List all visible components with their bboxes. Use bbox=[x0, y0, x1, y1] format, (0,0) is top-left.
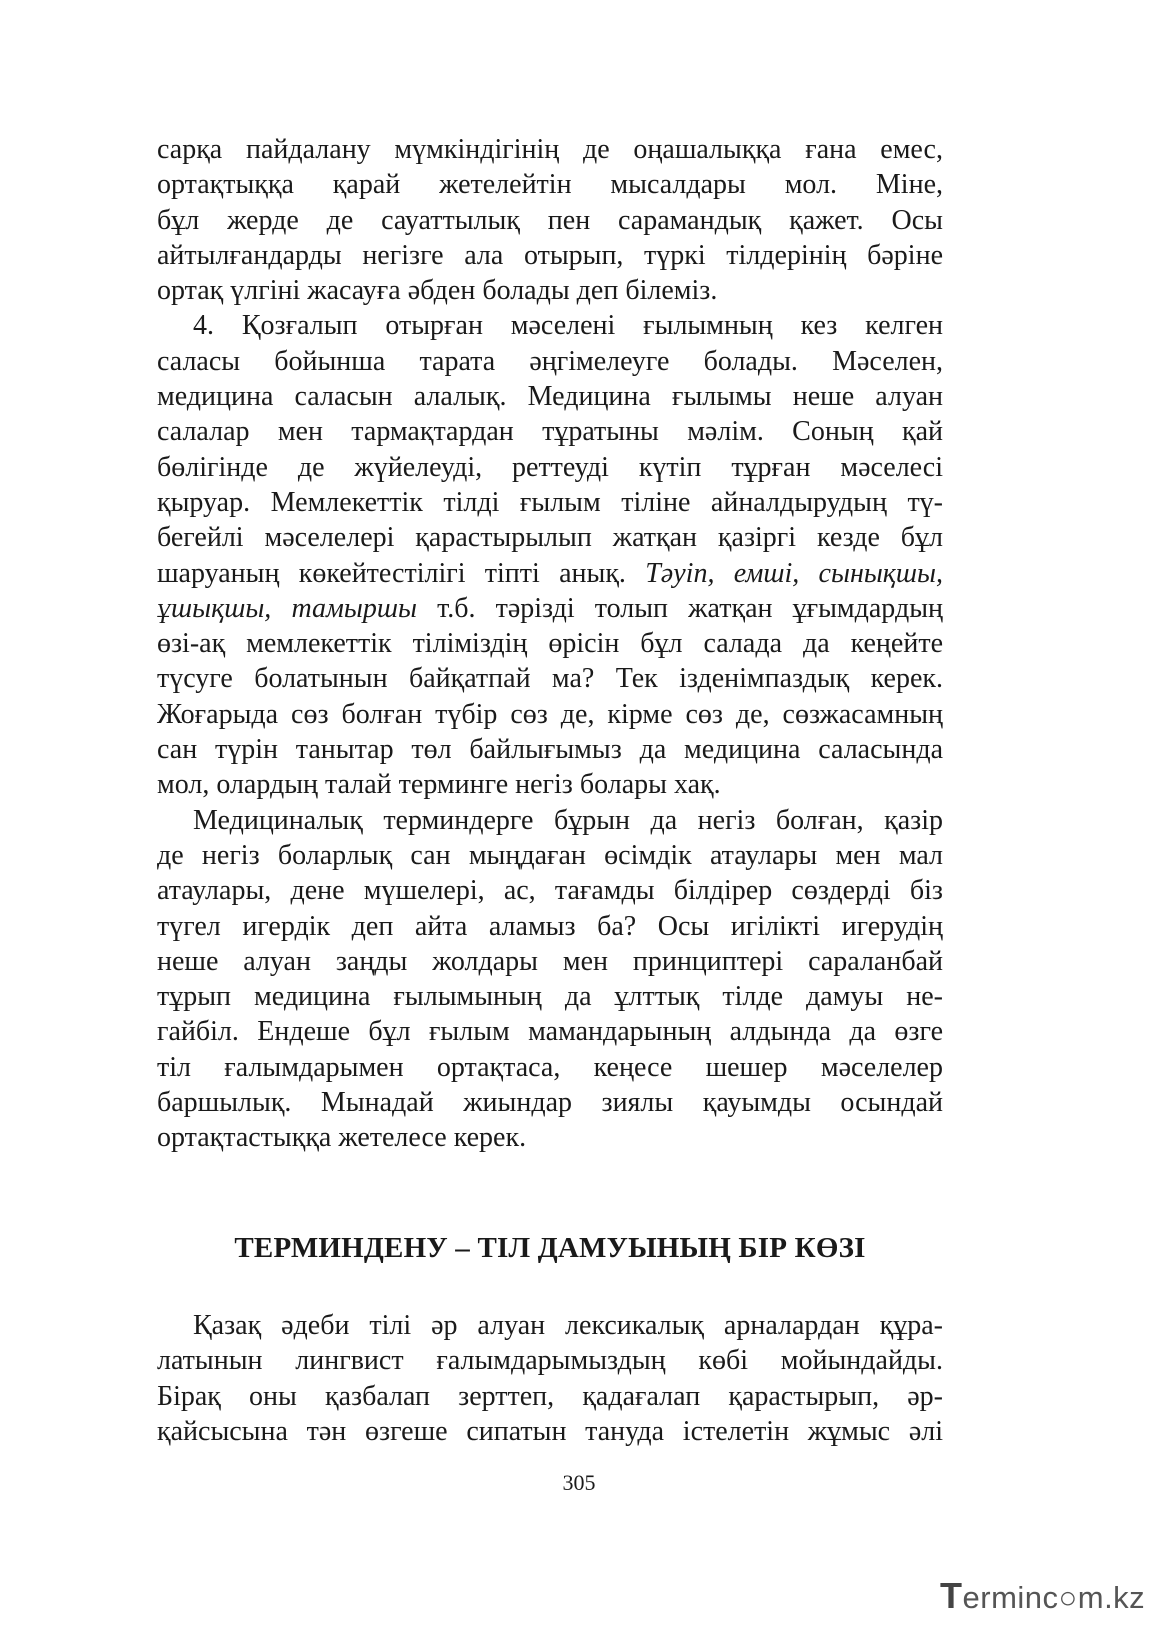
text-line: қыруар. Мемлекеттік тілді ғылым тіліне айналдырудың тү- bbox=[157, 486, 943, 518]
text-line: қайсысына тән өзгеше сипатын тануда істелетін жұмыс әлі bbox=[157, 1415, 943, 1447]
paragraph bbox=[157, 132, 943, 308]
text-line: медицина саласын алалық. Медицина ғылымы неше алуан bbox=[157, 381, 943, 413]
section2-paragraph bbox=[157, 1308, 943, 1449]
text-line: бөлігінде де жүйелеуді, реттеуді күтіп тұрған мәселесі bbox=[157, 451, 943, 483]
text-line: Жоғарыда сөз болған түбір сөз де, кірме сөз де, сөзжасамның bbox=[157, 698, 943, 730]
text-line: түгел игердік деп айта аламыз ба? Осы игілікті игерудің bbox=[157, 910, 943, 942]
text-line: өзі-ақ мемлекеттік тіліміздің өрісін бұл салада да кеңейте bbox=[157, 628, 943, 660]
text-line: латынын лингвист ғалымдарымыздың көбі мойындайды. bbox=[157, 1345, 943, 1377]
text-line: түсуге болатынын байқатпай ма? Тек ізденімпаздық керек. bbox=[157, 663, 943, 695]
text-line: ортақтастыққа жетелесе керек. bbox=[157, 1122, 527, 1154]
italic-terms: ұшықшы, тамыршы bbox=[157, 592, 417, 624]
paragraph bbox=[157, 803, 943, 1156]
text-line: мол, олардың талай терминге негіз болары хақ. bbox=[157, 769, 721, 801]
site-watermark bbox=[940, 1575, 1145, 1617]
text-line: баршылық. Мынадай жиындар зиялы қауымды осындай bbox=[157, 1087, 943, 1119]
text-line: шаруаның көкейтестілігі тіпті анық. Тәуіп, емші, сынықшы, bbox=[157, 557, 943, 589]
text-line: саласы бойынша тарата әңгімелеуге болады. Мәселен, bbox=[157, 345, 943, 377]
page-body bbox=[157, 132, 943, 1447]
text-line: Бірақ оны қазбалап зерттеп, қадағалап қарастырып, әр- bbox=[157, 1380, 943, 1412]
text-line: айтылғандарды негізге ала отырып, түркі тілдерінің бәріне bbox=[157, 239, 943, 271]
text-line: ұшықшы, тамыршы т.б. тәрізді толып жатқан ұғымдардың bbox=[157, 592, 943, 624]
text-line: тіл ғалымдарымен ортақтаса, кеңесе шешер мәселелер bbox=[157, 1051, 943, 1083]
text-line: бұл жерде де сауаттылық пен сарамандық қажет. Осы bbox=[157, 204, 943, 236]
text-line: сарқа пайдалану мүмкіндігінің де оңашалыққа ғана емес, bbox=[157, 134, 943, 165]
text-line: сан түрін танытар төл байлығымыз да медицина саласында bbox=[157, 734, 943, 766]
text-line: тұрып медицина ғылымының да ұлттық тілде дамуы не- bbox=[157, 981, 943, 1013]
watermark-text: erminc○m.kz bbox=[962, 1580, 1146, 1615]
text-line: Қазақ әдеби тілі әр алуан лексикалық арналардан құра- bbox=[193, 1310, 943, 1341]
text-line: 4. Қозғалып отырған мәселені ғылымның кез келген bbox=[193, 310, 943, 342]
text-line: неше алуан заңды жолдары мен принциптері сараланбай bbox=[157, 945, 943, 977]
section-heading: ТЕРМИНДЕНУ – ТІЛ ДАМУЫНЫҢ БІР КӨЗІ bbox=[234, 1232, 866, 1264]
text-line: ортақ үлгіні жасауға әбден болады деп білеміз. bbox=[157, 275, 718, 307]
text-line: гайбіл. Ендеше бұл ғылым мамандарының алдында да өзге bbox=[157, 1016, 943, 1048]
text-line: атаулары, дене мүшелері, ас, тағамды білдірер сөздерді біз bbox=[157, 875, 943, 907]
page-number: 305 bbox=[562, 1470, 596, 1495]
italic-terms: Тәуіп, емші, сынықшы, bbox=[645, 557, 943, 589]
text-line: салалар мен тармақтардан тұратыны мәлім. Соның қай bbox=[157, 416, 943, 448]
paragraphs bbox=[157, 132, 943, 1156]
watermark-logo-letter: T bbox=[940, 1575, 963, 1616]
text-line: Медициналық терминдерге бұрын да негіз болған, қазір bbox=[193, 804, 943, 836]
text-line: ортақтыққа қарай жетелейтін мысалдары мол. Міне, bbox=[157, 169, 943, 201]
text-line: де негіз боларлық сан мыңдаған өсімдік атаулары мен мал bbox=[157, 839, 943, 871]
paragraph bbox=[157, 308, 943, 802]
text-line: бегейлі мәселелері қарастырылып жатқан қазіргі кезде бұл bbox=[157, 522, 943, 554]
